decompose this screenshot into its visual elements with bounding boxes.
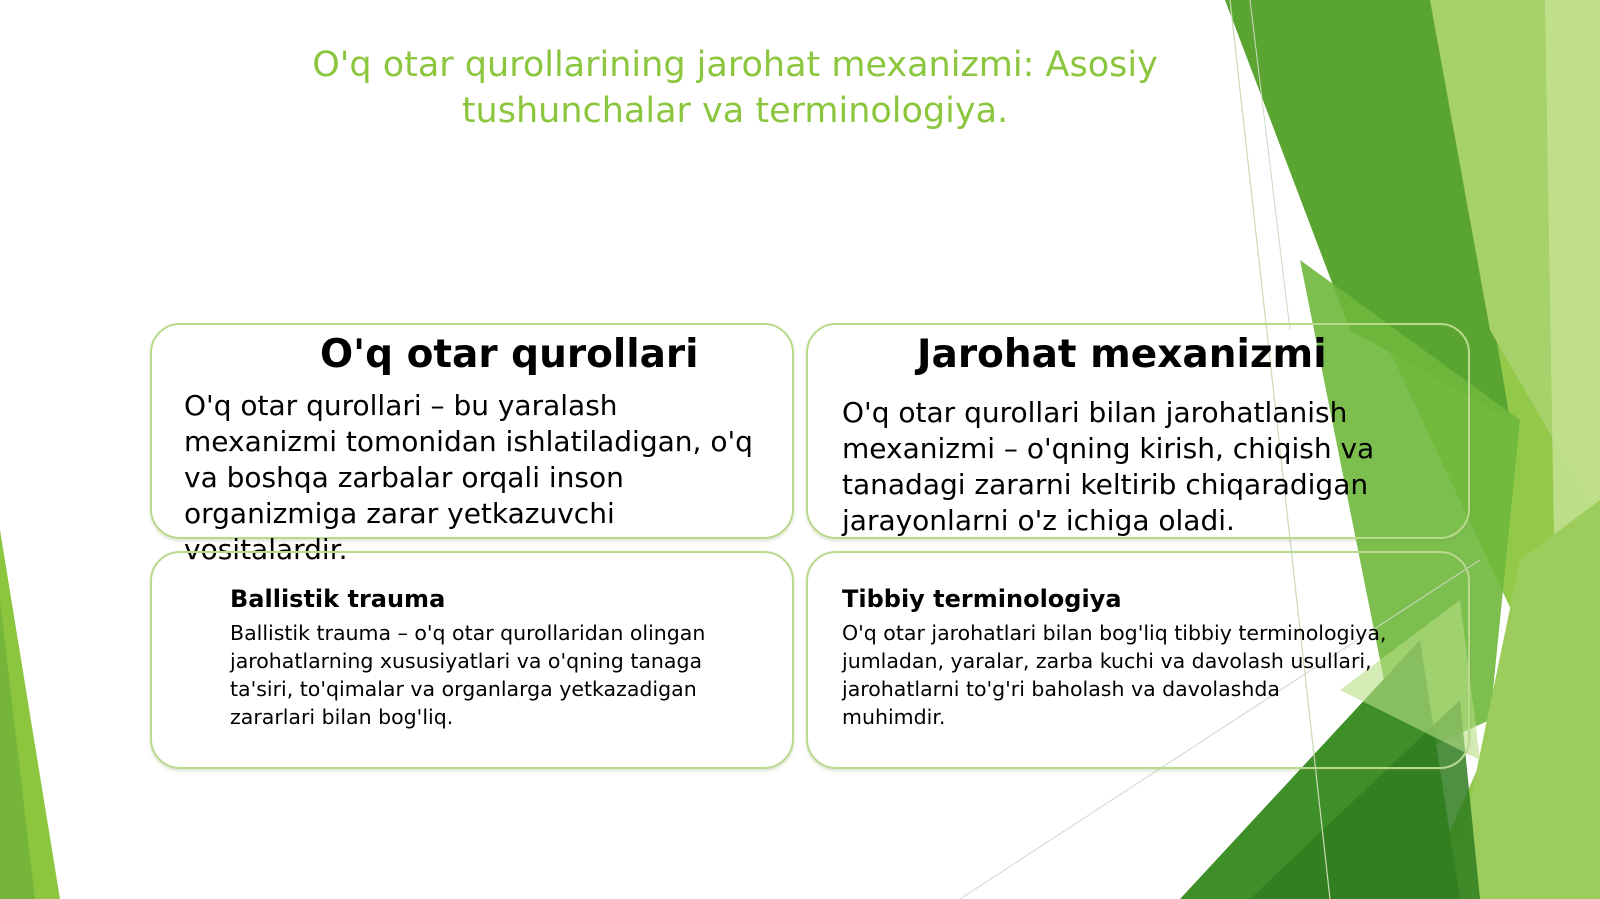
card-body-text: O'q otar jarohatlari bilan bog'liq tibbiy terminologiya, jumladan, yaralar, zarba kuchi va davolash usullari, jarohatlarni to'g'ri baholash va davolashda muhimdir.: [842, 621, 1387, 729]
slide-title: O'q otar qurollarining jarohat mexanizmi: Asosiy tushunchalar va terminologiya.: [312, 45, 1158, 131]
card-body-text: O'q otar qurollari – bu yaralash mexanizmi tomonidan ishlatiladigan, o'q va boshqa zarbalar orqali inson organizmiga zarar yetkazuvchi vositalardir.: [184, 389, 753, 566]
card-medical-terminology: [806, 551, 1470, 769]
card-ballistic-trauma: [150, 551, 794, 769]
card-heading: Tibbiy terminologiya: [842, 585, 1122, 613]
card-heading: O'q otar qurollari: [320, 332, 699, 377]
card-heading: Jarohat mexanizmi: [917, 332, 1327, 377]
card-injury-mechanism: [806, 323, 1470, 539]
card-heading: Ballistik trauma: [230, 585, 446, 613]
card-body-text: O'q otar qurollari bilan jarohatlanish mexanizmi – o'qning kirish, chiqish va tanadagi zararni keltirib chiqaradigan jarayonlarni o'z ichiga oladi.: [842, 396, 1375, 537]
card-body-text: Ballistik trauma – o'q otar qurollaridan olingan jarohatlarning xususiyatlari va o'qning tanaga ta'siri, to'qimalar va organlarga yetkazadigan zararlari bilan bog'liq.: [230, 621, 706, 729]
card-firearms: [150, 323, 794, 566]
